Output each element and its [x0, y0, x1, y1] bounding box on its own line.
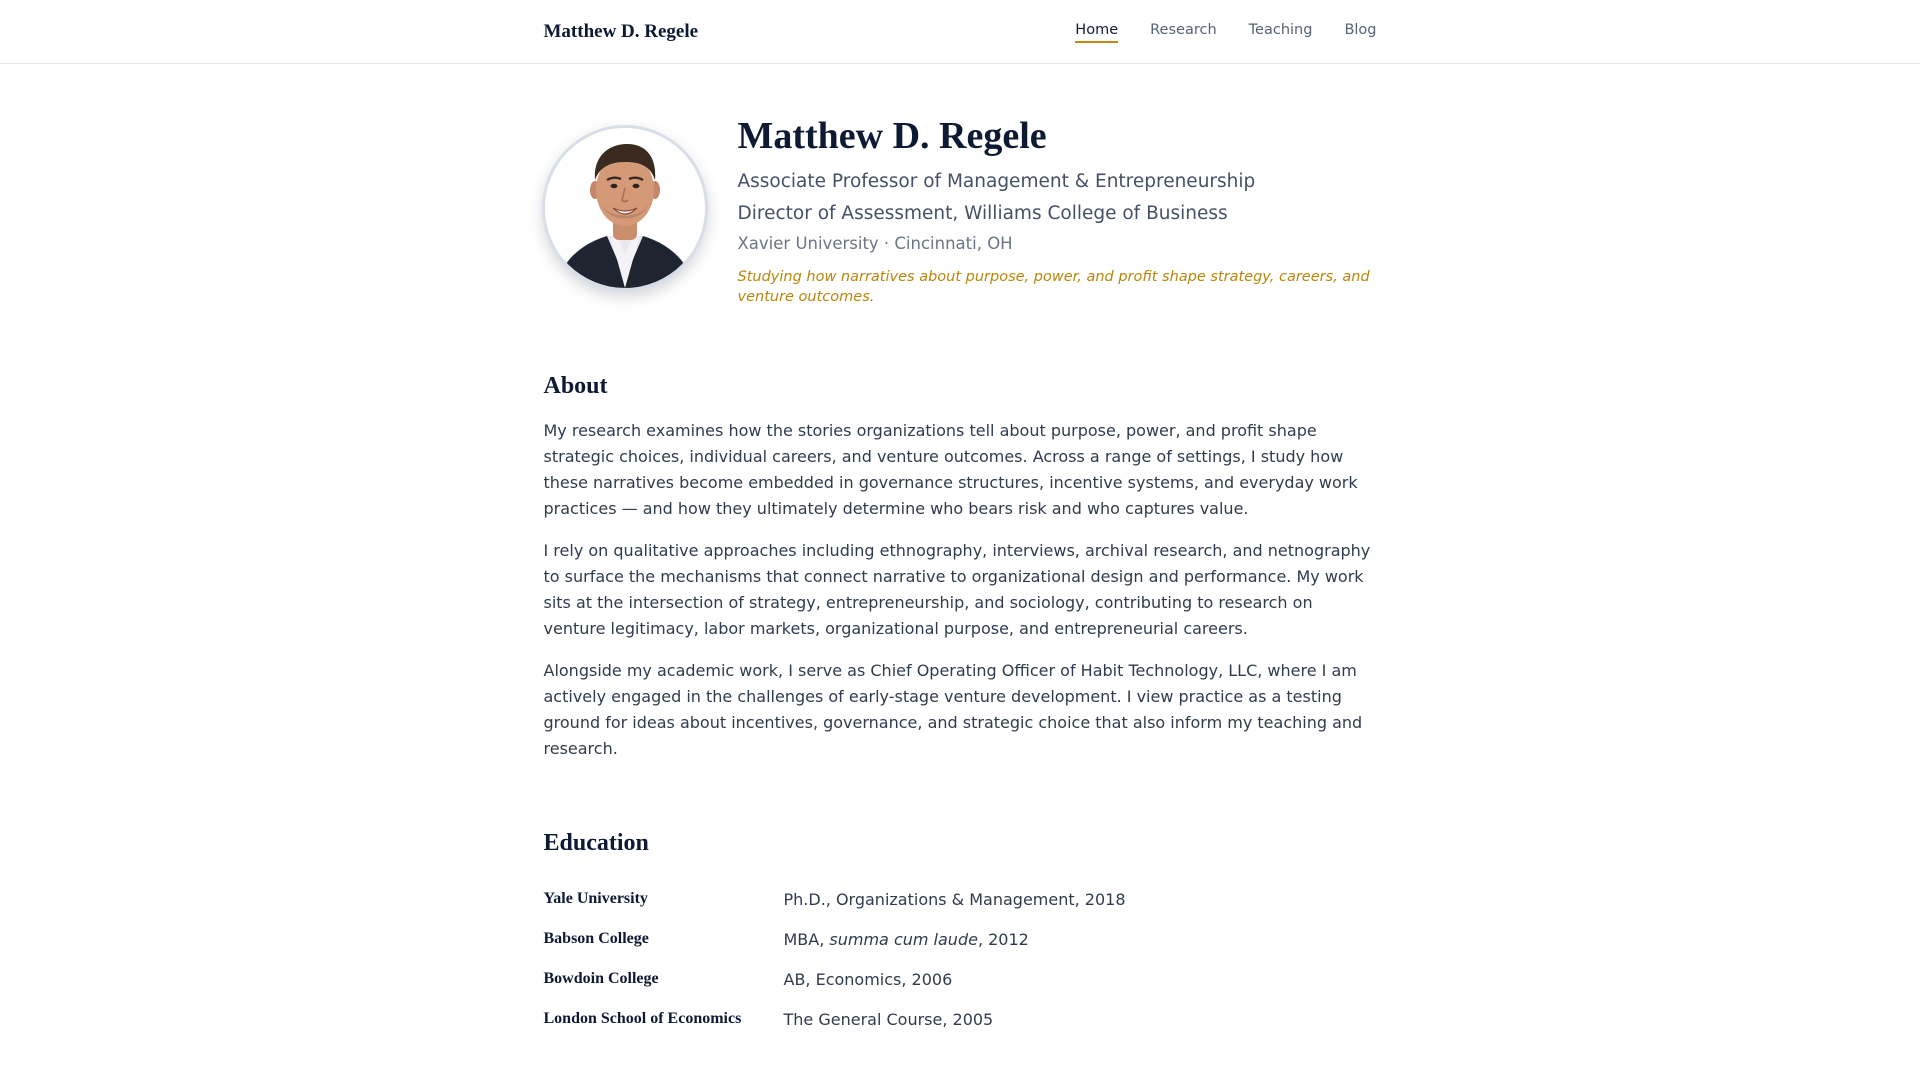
education-degree — [784, 1010, 994, 1029]
portrait-photo-icon — [545, 128, 705, 288]
education-degree-text: MBA, — [783, 929, 830, 949]
about-paragraph: Alongside my academic work, I serve as Chief Operating Officer of Habit Technology, LLC, where I am actively engaged in the challenges of early-stage venture development. I view practice as a testing ground for ideas about incentives, governance, and strategic choice that also inform my teaching and research. — [543, 661, 1363, 759]
top-navigation-bar — [0, 0, 1920, 64]
education-row — [544, 879, 1377, 919]
nav-item-research[interactable]: Research — [1150, 21, 1217, 38]
main-content — [544, 114, 1377, 1039]
education-degree-text: Ph.D., Organizations & Management, 2018 — [783, 889, 1126, 909]
education-degree — [784, 930, 1029, 949]
nav-item-home[interactable]: Home — [1075, 22, 1118, 43]
education-row — [544, 999, 1377, 1039]
education-degree — [784, 970, 953, 989]
page-title: Matthew D. Regele — [737, 115, 1047, 157]
about-paragraph: I rely on qualitative approaches including ethnography, interviews, archival research, and netnography to surface the mechanisms that connect narrative to organizational design and performance. My work sits at the intersection of strategy, entrepreneurship, and sociology, contributing to research on venture legitimacy, labor markets, organizational purpose, and entrepreneurial careers. — [543, 541, 1371, 639]
nav-item-teaching[interactable]: Teaching — [1248, 21, 1313, 38]
education-degree-text: AB, Economics, 2006 — [783, 969, 953, 989]
profile-hero — [544, 114, 1377, 307]
education-school: Babson College — [543, 930, 649, 948]
nav-item-blog[interactable]: Blog — [1344, 21, 1377, 38]
profile-photo — [542, 125, 708, 291]
profile-title-secondary: Director of Assessment, Williams College of Business — [737, 202, 1228, 224]
education-row — [544, 959, 1377, 999]
education-list — [544, 879, 1377, 1039]
profile-location: Xavier University · Cincinnati, OH — [737, 233, 1013, 253]
education-honors: summa cum laude — [829, 929, 978, 949]
education-school: Bowdoin College — [543, 970, 659, 988]
education-degree-text: The General Course, 2005 — [783, 1009, 994, 1029]
profile-title: Associate Professor of Management & Entrepreneurship — [737, 170, 1256, 192]
profile-tagline: Studying how narratives about purpose, power, and profit shape strategy, careers, and venture outcomes. — [737, 268, 1370, 306]
education-school: London School of Economics — [543, 1010, 742, 1028]
about-heading: About — [543, 373, 608, 400]
education-heading: Education — [543, 830, 649, 857]
profile-details — [738, 114, 1378, 307]
education-section — [544, 830, 1377, 1039]
education-row — [544, 919, 1377, 959]
education-degree — [784, 890, 1126, 909]
about-section — [544, 373, 1377, 762]
education-school: Yale University — [543, 890, 648, 908]
about-paragraph: My research examines how the stories organizations tell about purpose, power, and profit shape strategic choices, individual careers, and venture outcomes. Across a range of settings, I study how these narratives become embedded in governance structures, incentive systems, and everyday work practices — and how they ultimately determine who bears risk and who captures value. — [543, 421, 1358, 519]
main-nav — [1075, 22, 1376, 43]
top-navigation-inner — [544, 0, 1377, 64]
education-degree-year: , 2012 — [977, 929, 1029, 949]
site-brand-link[interactable]: Matthew D. Regele — [543, 21, 699, 42]
